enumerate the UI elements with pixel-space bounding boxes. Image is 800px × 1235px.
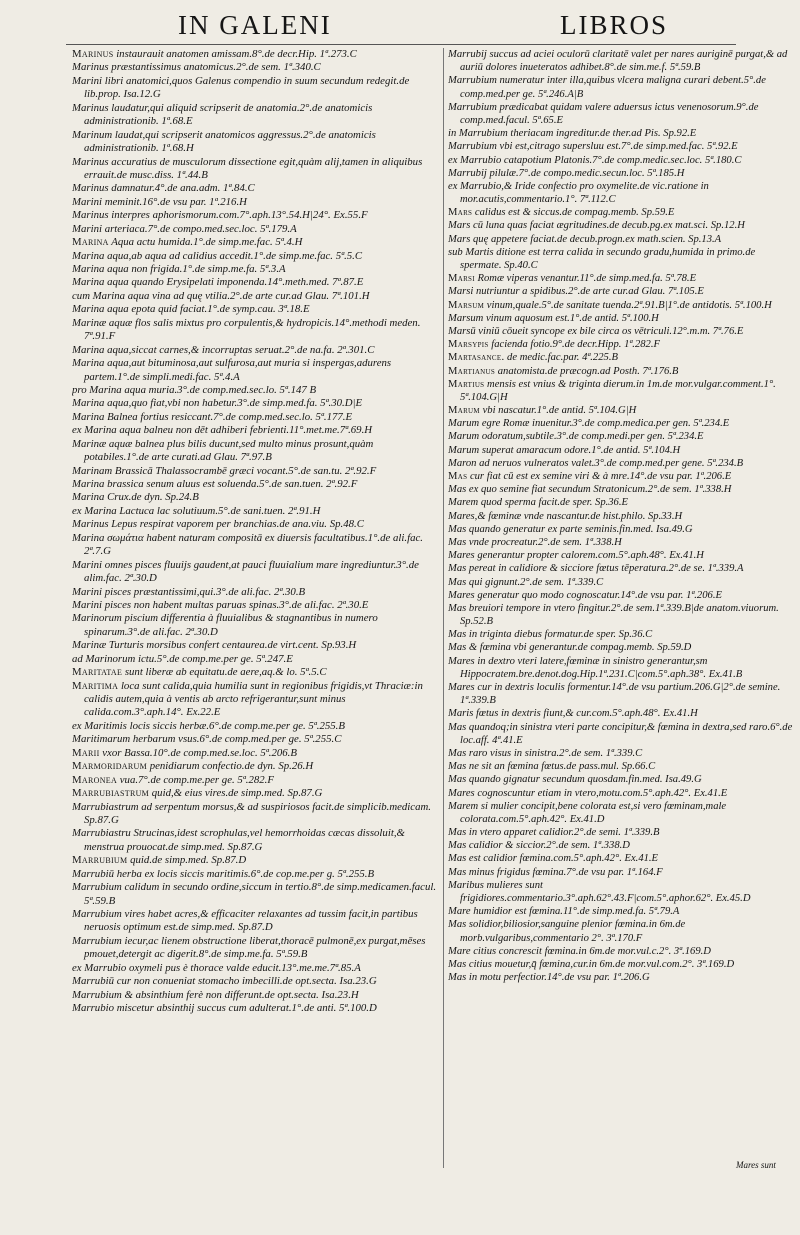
index-entry [448,246,794,272]
index-entry [72,263,440,276]
index-entry [72,357,440,384]
index-entry [448,523,794,536]
index-entry [448,655,794,681]
index-entry [72,438,440,465]
entry-text: Marrubiū herba ex locis siccis maritimis.6°.de cop.me.per g. 5ª.255.B [72,867,375,880]
entry-text: sub Martis ditione est terra calida in secundo gradu,humida in primo.de spermate. Sp.40.C [448,246,756,271]
index-entry [72,827,440,854]
entry-text: Marrubium vires habet acres,& efficaciter relaxantes ad tussim facit,in partibus neruosis optimum est.de simp.med. Sp.87.D [72,908,418,934]
entry-text: anatomista.de præcogn.ad Posth. 7ª.176.B [497,365,679,377]
entry-text: Mas pereat in calidiore & sicciore fœtus tēperatura.2°.de se. 1ª.339.A [448,563,744,575]
index-entry [448,48,794,74]
entry-text: ex Marina Lactuca lac solutiuum.5°.de sani.tuen. 2ª.91.H [72,504,321,517]
entry-text: Mares generantur propter calorem.com.5°.aph.48°. Ex.41.H [448,550,704,562]
index-entry [72,518,440,531]
index-entry [72,1002,440,1015]
index-entry [448,219,794,232]
entry-text: ad Marinorum ictu.5°.de comp.me.per ge. 5ª.247.E [72,652,293,665]
entry-text: calidus est & siccus.de compag.memb. Sp.59.E [474,207,675,219]
index-entry [448,299,794,312]
entry-headword: Marmoridarum [72,760,147,773]
index-entry [72,156,440,183]
index-entry [448,140,794,153]
index-entry [448,945,794,958]
entry-text: ex Maritimis locis siccis herbæ.6°.de comp.me.per ge. 5ª.255.B [72,719,345,732]
entry-text: Mas quando gignatur secundum quosdam.fin.med. Isa.49.G [448,774,702,786]
index-entry [448,747,794,760]
index-entry [448,576,794,589]
index-entry [72,129,440,156]
index-column-left [72,48,440,1180]
index-entry [72,223,440,236]
entry-text: Marina aqua quando Erysipelati imponenda.14°.meth.med. 7ª.87.E [72,276,364,289]
entry-headword: Marinus [72,48,114,60]
entry-text: Maris fœtus in dextris fiunt,& cur.com.5°.aph.48°. Ex.41.H [448,708,698,720]
index-entry [448,918,794,944]
index-entry [72,868,440,881]
index-entry [72,599,440,612]
entry-text: Marum egre Romæ inuenitur.3°.de comp.medica.per gen. 5ª.234.E [448,418,730,430]
entry-text: Mas ne sit an fœmina fœtus.de pass.mul. Sp.66.C [448,761,656,773]
entry-text: Marini libri anatomici,quos Galenus compendio in suum secundum redegit.de lib.prop. Isa.12.G [72,74,410,101]
entry-text: Marinus damnatur.4°.de ana.adm. 1ª.84.C [72,182,255,195]
entry-text: Marsū viniū cōueit syncope ex bile circa os vētriculi.12°.m.m. 7ª.76.E [448,325,744,337]
entry-text: Marinæ aquæ flos salis mixtus pro corpulentis,& hydropicis.14°.methodi meden. 7ª.91.F [72,316,421,343]
entry-headword: Mars [448,207,473,219]
entry-text: Mas in triginta diebus formatur.de sper. Sp.36.C [448,629,653,641]
entry-text: Marini omnes pisces fluuijs gaudent,at pauci fluuialium mare ingrediuntur.3°.de alim.fac. 2ª.30.D [72,558,419,585]
index-entry [72,75,440,102]
entry-text: quid.de simp.med. Sp.87.D [130,854,247,867]
entry-text: in Marrubium theriacam ingreditur.de ther.ad Pis. Sp.92.E [448,128,697,140]
index-entry [448,760,794,773]
entry-text: Marinorum piscium differentia à fluuialibus & stagnantibus in numero spinarum.3°.de ali.fac. 2ª.30.D [72,612,378,638]
entry-text: Mas in motu perfectior.14°.de vsu par. 1ª.206.G [448,972,650,984]
entry-text: Marina aqua,siccat carnes,& incorruptas seruat.2°.de na.fa. 2ª.301.C [72,343,375,356]
index-entry [72,612,440,639]
index-entry [448,272,794,285]
index-entry [448,958,794,971]
entry-text: Marum superat amaracum odore.1°.de antid. 5ª.104.H [448,444,681,456]
entry-text: Marina aqua non frigida.1°.de simp.me.fa. 5ª.3.A [72,263,286,275]
entry-text: Mas raro visus in sinistra.2°.de sem. 1ª.339.C [448,747,643,759]
entry-text: Marrubium & absinthium ferè non differunt.de opt.secta. Isa.23.H [72,988,359,1001]
index-column-right [448,48,794,1180]
index-entry [72,317,440,344]
entry-headword: Mas [448,471,468,482]
entry-text: Mares cognoscuntur etiam in vtero,motu.com.5°.aph.42°. Ex.41.E [448,787,728,799]
entry-text: Mare humidior est fœmina.11°.de simp.med.fa. 5ª.79.A [448,906,680,918]
entry-text: vinum,quale.5°.de sanitate tuenda.2ª.91.B|1°.de antidotis. 5ª.100.H [486,299,772,311]
index-entry [72,478,440,491]
index-entry [72,182,440,195]
entry-text: Marini meminit.16°.de vsu par. 1ª.216.H [72,195,247,208]
index-entry [72,61,440,74]
entry-text: Mars quę appetere faciat.de decub.progn.ex math.scien. Sp.13.A [448,233,722,245]
index-entry [72,236,440,249]
index-entry [72,384,440,397]
entry-text: pro Marina aqua muria.3°.de comp.med.sec.lo. 5ª.147 B [72,383,317,396]
index-entry [72,720,440,733]
index-entry [448,338,794,351]
index-entry [448,681,794,707]
entry-text: Marina aqua,ab aqua ad calidius accedit.1°.de simp.me.fac. 5ª.5.C [72,249,363,262]
index-entry [448,589,794,602]
index-entry [72,666,440,679]
index-entry [448,351,794,364]
entry-headword: Marsum [448,299,485,311]
entry-text: Mas solidior,biliosior,sanguine plenior fœmina.in 6m.de morb.vulgaribus,commentario 2°. 3ª.170.F [448,919,686,944]
index-entry [448,127,794,140]
index-entry [448,325,794,338]
index-entry [72,303,440,316]
entry-text: ex Marrubio,& Iride confectio pro oxymelite.de vic.ratione in mor.acutis,commentario.1°. 7ª.112.C [448,180,709,206]
index-entry [72,653,440,666]
index-entry [448,483,794,496]
index-entry [72,908,440,935]
index-entry [448,378,794,404]
index-entry [448,365,794,378]
entry-text: cur fiat cū est ex semine viri & à mre.14°.de vsu par. 1ª.206.E [469,471,732,482]
entry-text: Maritimarum herbarum vsus.6°.de comp.med.per ge. 5ª.255.C [72,733,342,746]
entry-text: penidiarum confectio.de dyn. Sp.26.H [149,760,314,773]
entry-text: Mas minus frigidus fœmina.7°.de vsu par. 1ª.164.F [448,866,663,878]
index-entry [72,733,440,746]
index-entry [448,206,794,219]
entry-text: Marrubiastrum ad serpentum morsus,& ad suspiriosos facit.de simplicib.medicam. Sp.87.G [72,800,431,826]
index-entry [72,881,440,908]
entry-headword: Martius [448,378,485,390]
index-entry [448,510,794,523]
running-head-right: LIBROS [560,10,669,40]
entry-text: Marum odoratum,subtile.3°.de comp.medi.per gen. 5ª.234.E [448,431,704,443]
index-entry [448,628,794,641]
entry-headword: Martianus [448,365,496,377]
entry-text: Mares cur in dextris loculis formentur.14°.de vsu partium.206.G|2°.de semine. 1ª.339.B [448,682,781,707]
catchword: Mares sunt [736,1160,776,1170]
entry-text: Marrubium iecur,ac lienem obstructione liberat,thoracē pulmonē,ex purgat,mēses pmouet,detergit ac digerit.8°.de simp.me.fa. 5ª.59.B [72,934,426,961]
entry-text: Romæ viperas venantur.11°.de simp.med.fa. 5ª.78.E [477,273,697,285]
entry-text: Mares,& fœminæ vnde nascantur.de hist.philo. Sp.33.H [448,510,683,522]
index-entry [72,424,440,437]
entry-text: Mas qui gignunt.2°.de sem. 1ª.339.C [448,576,604,588]
entry-text: Marrubium calidum in secundo ordine,siccum in tertio.8°.de simp.medicamen.facul. 5ª.59.B [72,881,437,907]
index-entry [448,74,794,100]
index-entry [448,826,794,839]
index-entry [72,290,440,303]
entry-text: Marrubij pilulæ.7°.de compo.medic.secun.loc. 5ª.185.H [448,167,685,179]
entry-text: loca sunt calida,quia humilia sunt in regionibus frigidis,vt Thraciæ:in calidis autem,quia à ventis ab arcto refrigerantur,sunt minus calida.com.3°.aph.14°. Ex.22.E [84,679,423,719]
entry-headword: Maronea [72,773,118,786]
index-entry [448,852,794,865]
entry-text: Marrubio miscetur absinthij succus cum adulterat.1°.de anti. 5ª.100.D [72,1002,377,1015]
index-entry [448,641,794,654]
entry-headword: Marrubium [72,854,128,867]
entry-text: quid,& eius vires.de simp.med. Sp.87.G [151,787,323,800]
index-entry [72,102,440,129]
entry-text: Maron ad neruos vulneratos valet.3°.de comp.med.per gene. 5ª.234.B [448,457,744,469]
index-entry [448,707,794,720]
entry-text: Mas est calidior fœmina.com.5°.aph.42°. Ex.41.E [448,853,659,865]
index-entry [448,404,794,417]
entry-headword: Marii [72,746,100,759]
index-entry [72,854,440,867]
index-entry [72,196,440,209]
index-entry [448,549,794,562]
entry-text: Marina aqua,aut bituminosa,aut sulfurosa,aut muria si inspergas,adurens partem.1°.de simpli.medi.fac. 5ª.4.A [72,357,392,383]
entry-headword: Martasance. [448,352,505,364]
index-entry [72,989,440,1002]
entry-text: Marina aqua epota quid faciat.1°.de symp.cau. 3ª.18.E [72,303,310,316]
index-entry [448,430,794,443]
index-entry [448,905,794,918]
entry-text: Mas calidior & siccior.2°.de sem. 1ª.338.D [448,840,630,852]
index-entry [72,935,440,962]
index-entry [448,839,794,852]
index-entry [72,801,440,828]
entry-text: Marinam Brassicā Thalassocrambē græci vocant.5°.de san.tu. 2ª.92.F [72,464,377,477]
entry-text: Marini pisces non habent multas paruas spinas.3°.de ali.fac. 2ª.30.E [72,598,369,611]
index-entry [72,505,440,518]
index-entry [448,285,794,298]
index-entry [448,312,794,325]
entry-text: vbi nascatur.1°.de antid. 5ª.104.G|H [482,405,637,417]
entry-text: Marrubium prædicabat quidam valere aduersus ictus venenosorum.9°.de comp.med.facul. 5ª.65.E [448,101,759,126]
entry-text: sunt liberæ ab equitatu.de aere,aq.& lo. 5ª.5.C [124,666,327,679]
index-entry [448,800,794,826]
index-entry [72,532,440,559]
entry-text: Marinum laudat,qui scripserit anatomicos aggressus.2°.de anatomicis administrationib. 1ª.68.H [72,128,376,155]
entry-text: Marina brassica senum aluus est soluenda.5°.de san.tuen. 2ª.92.F [72,478,358,490]
entry-text: ex Marrubio catapotium Platonis.7°.de comp.medic.sec.loc. 5ª.180.C [448,154,742,166]
entry-text: Marrubiastru Strucinas,idest scrophulas,vel hemorrhoidas cæcas dissoluit,& menstrua prouocat.de simp.med. Sp.87.G [72,827,405,853]
index-entry [72,209,440,222]
entry-text: Mas quando generatur ex parte seminis.fin.med. Isa.49.G [448,523,693,535]
entry-text: Mare citius concrescit fœmina.in 6m.de mor.vul.c.2°. 3ª.169.D [448,945,711,957]
index-entry [448,457,794,470]
entry-text: Marini pisces præstantissimi,qui.3°.de ali.fac. 2ª.30.B [72,585,306,598]
index-entry [448,180,794,206]
index-entry [72,774,440,787]
entry-text: Marrubij succus ad aciei oculorū claritatē valet per nares auriginē purgat,& ad auriū dolores inueteratos adhibet.8°.de sim.me.f. 5ª.59.B [448,49,788,74]
index-entry [448,866,794,879]
entry-headword: Maritima [72,679,119,692]
entry-headword: Marina [72,236,109,249]
index-entry [448,971,794,984]
index-entry [448,470,794,483]
entry-text: Marinæ aquæ balnea plus bilis ducunt,sed multo minus prosunt,quàm potabiles.1°.de arte curati.ad Glau. 7ª.97.B [72,437,374,464]
entry-text: Mas ex quo semine fiat secundum Stratonicum.2°.de sem. 1ª.338.H [448,484,732,496]
entry-text: Marrubiū cur non conueniat stomacho imbecilli.de opt.secta. Isa.23.G [72,975,377,988]
index-entry [72,962,440,975]
index-entry [72,975,440,988]
entry-text: Marem si mulier concipit,bene colorata est,si vero fœminam,male colorata.com.5°.aph.42°. Ex.41.D [448,800,727,825]
header-rule [66,44,736,45]
index-entry [72,639,440,652]
entry-text: Marina aqua,quo fiat,vbi non habetur.3°.de simp.med.fa. 5ª.30.D|E [72,397,363,410]
index-entry [72,250,440,263]
entry-text: Mas in vtero apparet calidior.2°.de semi. 1ª.339.B [448,827,660,839]
entry-text: cum Marina aqua vina ad quę vtilia.2°.de arte cur.ad Glau. 7ª.101.H [72,289,370,302]
entry-text: vxor Bassa.10°.de comp.med.se.loc. 5ª.206.B [102,746,297,759]
index-entry [448,101,794,127]
index-entry [448,879,794,905]
entry-headword: Maritatae [72,666,123,679]
entry-headword: Marrubiastrum [72,787,150,800]
entry-text: Marinus Lepus respirat vaporem per branchias.de ana.viu. Sp.48.C [72,518,364,531]
entry-text: mensis est vnius & triginta dierum.in 1m.de mor.vulgar.comment.1°. 5ª.104.G|H [460,378,776,403]
entry-text: Mas vnde procreatur.2°.de sem. 1ª.338.H [448,536,622,548]
index-entry [448,536,794,549]
entry-text: instaurauit anatomen amissam.8°.de decr.Hip. 1ª.273.C [116,48,357,60]
entry-text: vua.7°.de comp.me.per ge. 5ª.282.F [119,773,274,786]
index-entry [72,680,440,720]
entry-headword: Marsi [448,273,475,285]
entry-text: Maribus mulieres sunt frigidiores.commentario.3°.aph.62°.43.F|com.5°.aphor.62°. Ex.45.D [448,879,751,904]
index-entry [448,787,794,800]
entry-text: Marrubium numeratur inter illa,quibus vlcera maligna curari debent.5°.de comp.med.per ge. 5ª.246.A|B [448,75,766,100]
entry-text: Marinæ Turturis morsibus confert centaurea.de virt.cent. Sp.93.H [72,639,357,652]
entry-text: Marina σωμάτια habent naturam compositā ex diuersis facultatibus.1°.de ali.fac. 2ª.7.G [72,531,423,558]
entry-text: Marinus laudatur,qui aliquid scripserit de anatomia.2°.de anatomicis administrationib. 1ª.68.E [72,101,373,128]
index-entry [448,154,794,167]
entry-text: Marini arteriaca.7°.de compo.med.sec.loc. 5ª.179.A [72,222,297,235]
entry-text: Marinus accuratius de musculorum dissectione egit,quàm alij,tamen in aliquibus errauit.de musc.diss. 1ª.44.B [72,155,423,181]
entry-text: Mas quandoq;in sinistra vteri parte concipitur,& fœmina in dextra,sed raro.6°.de loc.aff. 4ª.41.E [448,721,793,746]
entry-text: Marsi nutriuntur a spidibus.2°.de arte cur.ad Glau. 7ª.105.E [448,286,704,298]
index-entry [72,491,440,504]
index-entry [448,773,794,786]
entry-text: de medic.fac.par. 4ª.225.B [507,352,618,364]
entry-text: facienda fotio.9°.de decr.Hipp. 1ª.282.F [491,339,660,351]
entry-text: Mas & fœmina vbi generantur.de compag.memb. Sp.59.D [448,642,692,654]
entry-text: Mares generatur quo modo cognoscatur.14°.de vsu par. 1ª.206.E [448,589,722,601]
index-entry [72,760,440,773]
index-entry [72,586,440,599]
entry-text: Aqua actu humida.1°.de simp.me.fac. 5ª.4.H [111,236,303,249]
index-entry [72,787,440,800]
index-entry [448,167,794,180]
entry-text: Marem quod sperma facit.de sper. Sp.36.E [448,497,628,509]
entry-text: Mas breuiori tempore in vtero fingitur.2°.de sem.1ª.339.B|de anatom.viuorum. Sp.52.B [448,602,779,628]
entry-text: ex Marrubio oxymeli pus è thorace valde educit.13°.me.me.7ª.85.A [72,961,361,974]
running-head-left: IN GALENI [178,10,332,40]
entry-text: Marina Balnea fortius resiccant.7°.de comp.med.sec.lo. 5ª.177.E [72,410,353,423]
index-entry [72,276,440,289]
index-entry [72,559,440,586]
index-entry [72,344,440,357]
index-entry [448,721,794,747]
entry-text: ex Marina aqua balneu non dēt adhiberi febrienti.11°.met.me.7ª.69.H [72,424,373,437]
index-entry [448,562,794,575]
index-entry [448,602,794,628]
index-entry [448,417,794,430]
entry-text: Marinus interpres aphorismorum.com.7°.aph.13°.54.H|24°. Ex.55.F [72,209,368,222]
entry-text: Marrubium vbi est,citrago supersluu est.7°.de simp.med.fac. 5ª.92.E [448,141,738,153]
index-entry [72,411,440,424]
entry-text: Mars cū luna quas faciat ægritudines.de decub.pg.ex mat.sci. Sp.12.H [448,220,745,232]
index-entry [72,465,440,478]
index-entry [448,444,794,457]
index-entry [448,496,794,509]
index-entry [72,397,440,410]
index-entry [72,747,440,760]
column-divider [443,48,444,1168]
entry-text: Marinus præstantissimus anatomicus.2°.de sem. 1ª.340.C [72,61,321,74]
index-entry [72,48,440,61]
entry-headword: Marsypis [448,339,489,351]
index-entry [448,233,794,246]
entry-text: Mares in dextro vteri latere,fœminæ in sinistro generantur,sm Hippocratem.bre.denot.dog.Hip.1ª.231.C|com.5°.aph.38°. Ex.41.B [448,655,743,680]
entry-text: Marina Crux.de dyn. Sp.24.B [72,491,199,504]
entry-text: Marsum vinum aquosum est.1°.de antid. 5ª.100.H [448,312,659,324]
entry-text: Mas citius mouetur,q̄ fœmina,cur.in 6m.de mor.vul.com.2°. 3ª.169.D [448,958,735,970]
entry-headword: Marum [448,405,480,417]
